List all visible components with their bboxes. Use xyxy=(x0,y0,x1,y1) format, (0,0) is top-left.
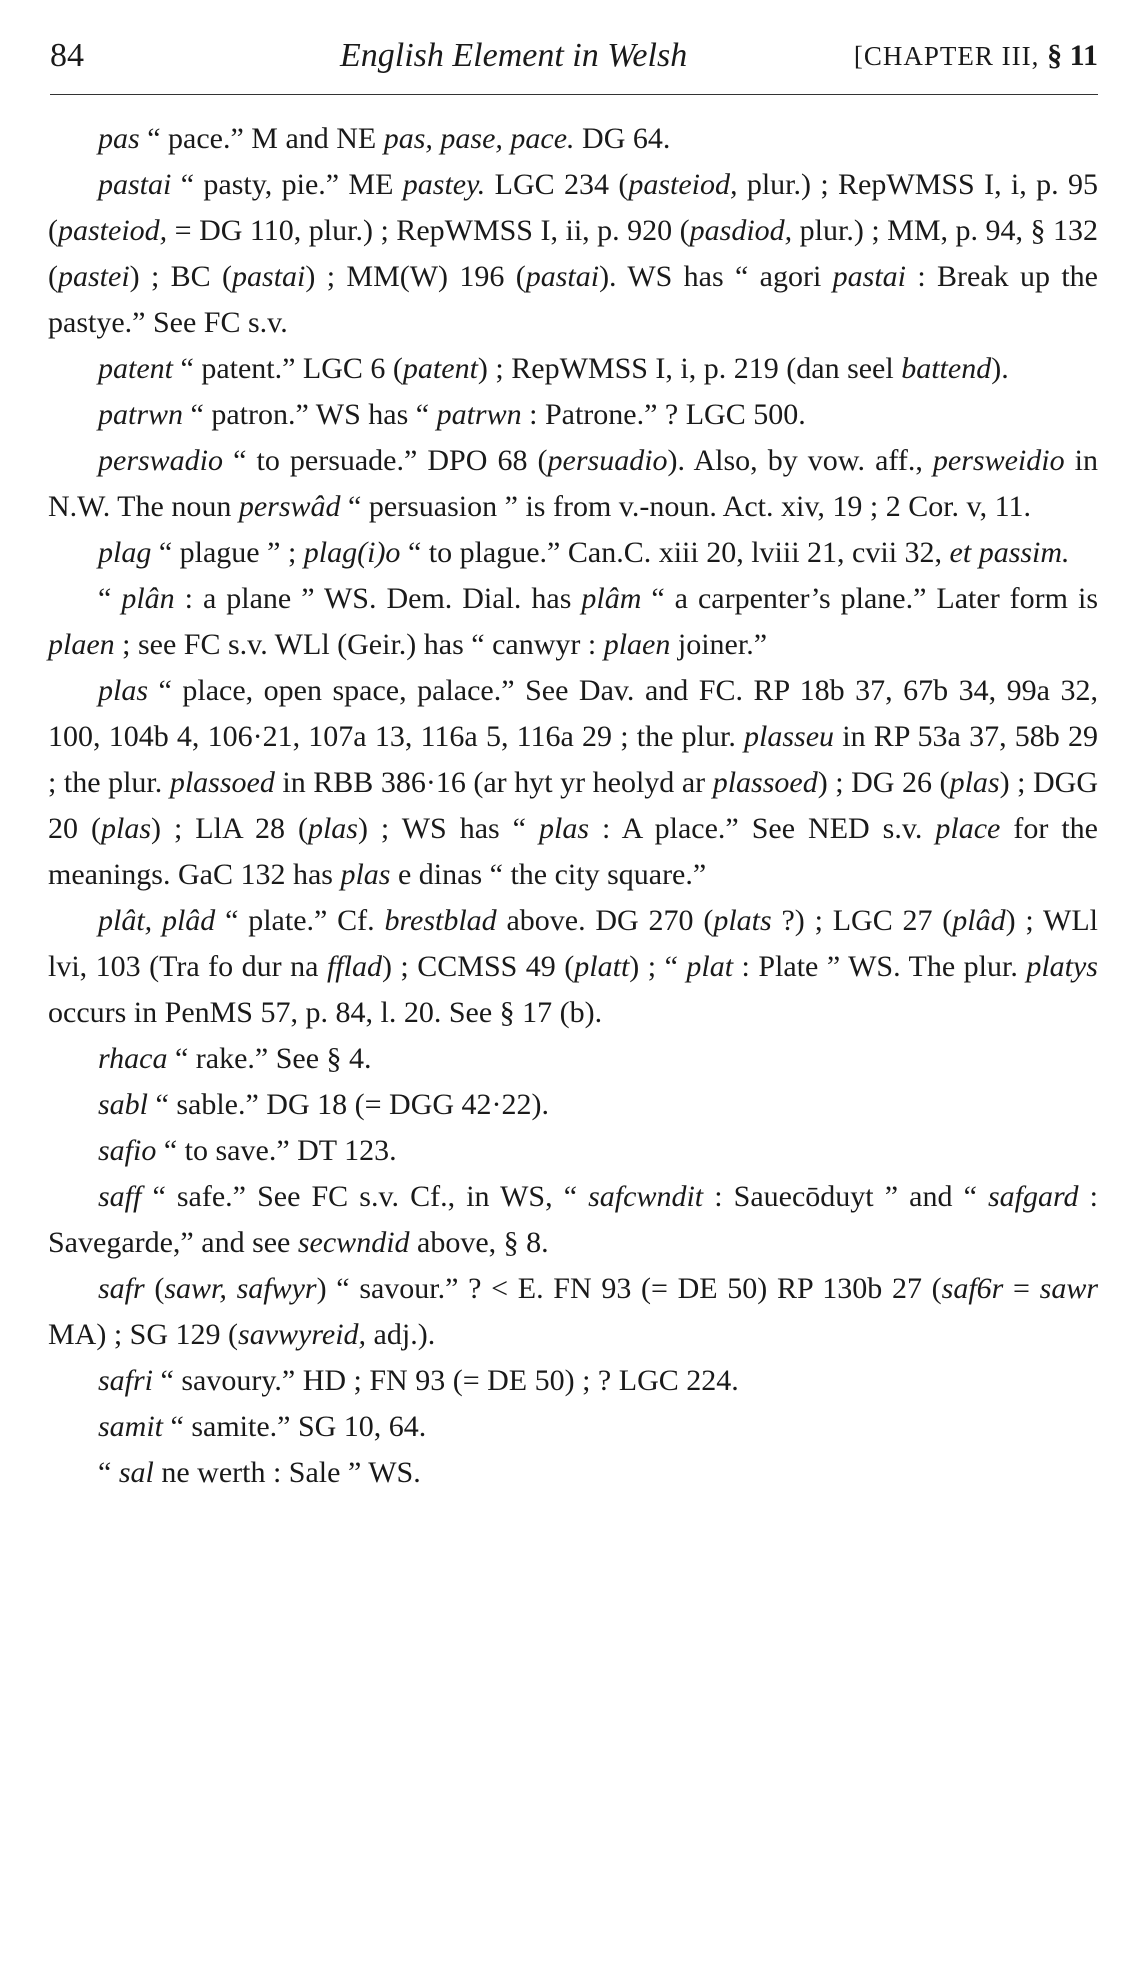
entry-safri: safri “ savoury.” HD ; FN 93 (= DE 50) ; ? LGC 224. xyxy=(98,1364,739,1397)
entry-perswadio: perswadio “ to persuade.” DPO 68 (persuadio). Also, by vow. aff., persweidio in N.W. The noun perswâd “ persuasion ” is from v.-noun. Act. xiv, 19 ; 2 Cor. v, 11. xyxy=(48,444,1098,523)
entry-patrwn: patrwn “ patron.” WS has “ patrwn : Patrone.” ? LGC 500. xyxy=(98,398,806,431)
entry-sabl: sabl “ sable.” DG 18 (= DGG 42·22). xyxy=(98,1088,550,1121)
entry-patent: patent “ patent.” LGC 6 (patent) ; RepWMSS I, i, p. 219 (dan seel battend). xyxy=(98,352,1009,385)
entry-rhaca: rhaca “ rake.” See § 4. xyxy=(98,1042,372,1075)
chapter-reference xyxy=(854,36,1098,76)
entry-saff: saff “ safe.” See FC s.v. Cf., in WS, “ safcwndit : Sauecōduyt ” and “ safgard : Savegarde,” and see secwndid above, § 8. xyxy=(48,1180,1098,1259)
header-rule xyxy=(50,94,1098,95)
entry-samit: samit “ samite.” SG 10, 64. xyxy=(98,1410,427,1443)
entry-safr: safr (sawr, safwyr) “ savour.” ? < E. FN 93 (= DE 50) RP 130b 27 (saf6r = sawr MA) ; SG 129 (savwyreid, adj.). xyxy=(48,1272,1098,1351)
dictionary-body xyxy=(48,116,1098,1496)
entry-plag: plag “ plague ” ; plag(i)o “ to plague.” Can.C. xiii 20, lviii 21, cvii 32, et passim. xyxy=(98,536,1070,569)
entry-safio: safio “ to save.” DT 123. xyxy=(98,1134,397,1167)
running-title: English Element in Welsh xyxy=(340,37,688,74)
entry-pas: pas “ pace.” M and NE pas, pase, pace. DG 64. xyxy=(98,122,671,155)
section-number: § 11 xyxy=(1047,39,1098,72)
entry-pastai: pastai “ pasty, pie.” ME pastey. LGC 234 (pasteiod, plur.) ; RepWMSS I, i, p. 95 (pasteiod, = DG 110, plur.) ; RepWMSS I, ii, p. 920 (pasdiod, plur.) ; MM, p. 94, § 132 (pastei) ; BC (pastai) ; MM(W) 196 (pastai). WS has “ agori pastai : Break up the pastye.” See FC s.v. xyxy=(48,168,1099,339)
entry-plat: plât, plâd “ plate.” Cf. brestblad above. DG 270 (plats ?) ; LGC 27 (plâd) ; WLl lvi, 103 (Tra fo dur na fflad) ; CCMSS 49 (platt) ; “ plat : Plate ” WS. The plur. platys occurs in PenMS 57, p. 84, l. 20. See § 17 (b). xyxy=(48,904,1098,1029)
entry-sal: “ sal ne werth : Sale ” WS. xyxy=(98,1456,421,1489)
page-number: 84 xyxy=(50,37,84,74)
entry-plas: plas “ place, open space, palace.” See Dav. and FC. RP 18b 37, 67b 34, 99a 32, 100, 104b 4, 106·21, 107a 13, 116a 5, 116a 29 ; the plur. plasseu in RP 53a 37, 58b 29 ; the plur. plassoed in RBB 386·16 (ar hyt yr heolyd ar plassoed) ; DG 26 (plas) ; DGG 20 (plas) ; LlA 28 (plas) ; WS has “ plas : A place.” See NED s.v. place for the meanings. GaC 132 has plas e dinas “ the city square.” xyxy=(48,674,1098,891)
running-header xyxy=(50,36,1098,76)
entry-plan: “ plân : a plane ” WS. Dem. Dial. has plâm “ a carpenter’s plane.” Later form is plaen ; see FC s.v. WLl (Geir.) has “ canwyr : plaen joiner.” xyxy=(48,582,1098,661)
chapter-label: [CHAPTER III, xyxy=(853,41,1048,71)
